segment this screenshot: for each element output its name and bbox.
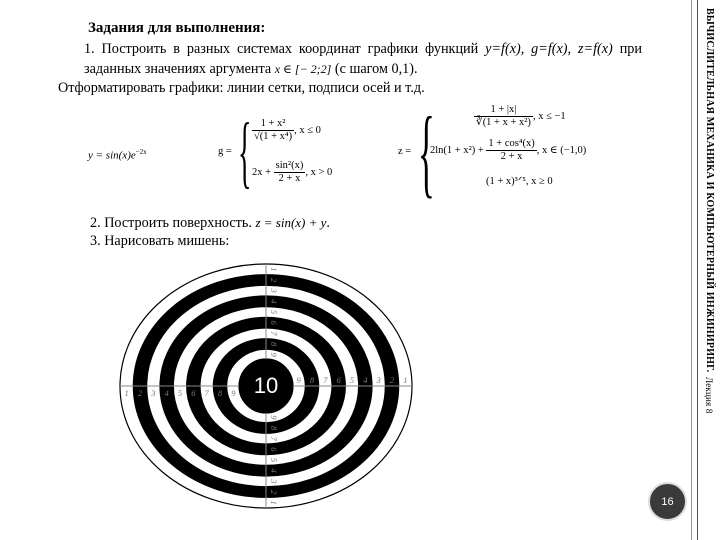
target-ring-number: 1 — [269, 500, 280, 505]
target-ring-number: 3 — [151, 387, 156, 398]
heading: Задания для выполнения: — [88, 20, 266, 36]
side-title-text: ВЫЧИСЛИТЕЛЬНАЯ МЕХАНИКА И КОМПЬЮТЕРНЫЙ ИНЖИНИРИНГ. — [704, 8, 715, 375]
target-ring-number: 7 — [323, 374, 328, 385]
formula-g-case1-frac — [252, 118, 294, 143]
target-ring-number: 8 — [269, 425, 280, 431]
target-ring-number: 5 — [177, 387, 183, 398]
task-1-mid: при заданных значениях аргумента — [84, 41, 642, 77]
task-2-text: 2. Построить поверхность. — [90, 215, 256, 231]
target-ring-number: 8 — [309, 374, 315, 385]
target-ring-number: 4 — [363, 374, 368, 385]
target-center-label: 10 — [253, 373, 279, 398]
formula-z-case2-den: 2 + x — [500, 151, 523, 162]
target-ring-number: 4 — [164, 387, 169, 398]
target-ring-number: 8 — [269, 341, 280, 347]
formula-y-exp: −2x — [135, 148, 147, 156]
target-ring-number: 2 — [269, 489, 280, 495]
target-ring-number: 7 — [269, 331, 280, 336]
task-3: 3. Нарисовать мишень: — [90, 233, 230, 249]
target-ring-number: 7 — [269, 436, 280, 441]
target-ring-number: 5 — [349, 374, 355, 385]
target-ring-number: 9 — [269, 415, 280, 420]
task-1-format: Отформатировать графики: линии сетки, подписи осей и т.д. — [58, 80, 425, 96]
formula-g-brace: { — [238, 108, 252, 196]
target-ring-number: 3 — [376, 374, 381, 385]
target-ring-number: 2 — [137, 387, 143, 398]
formula-g-case2-den: 2 + x — [278, 173, 301, 184]
formula-g-case1-num: 1 + x² — [252, 118, 294, 131]
target-ring-number: 3 — [269, 479, 280, 484]
formula-z-case1 — [474, 104, 566, 129]
formula-y-main: y = sin(x)e — [88, 149, 136, 162]
target-ring-number: 9 — [231, 387, 236, 398]
formula-z-case3: (1 + x)³ᐟ⁵, x ≥ 0 — [486, 176, 553, 187]
formula-z-case1-num: 1 + |x| — [474, 104, 533, 117]
formula-z-case2 — [430, 138, 586, 163]
target-ring-number: 4 — [269, 468, 280, 473]
page-number-badge: 16 — [648, 482, 687, 521]
formula-z-brace: { — [418, 96, 435, 207]
target-ring-number: 1 — [124, 387, 129, 398]
target-ring-number: 9 — [296, 374, 301, 385]
target-ring-number: 6 — [269, 447, 280, 452]
task-1-step: (с шагом 0,1). — [331, 60, 418, 77]
target-ring-number: 4 — [269, 299, 280, 304]
side-title — [699, 8, 719, 532]
target-ring-number: 6 — [191, 387, 196, 398]
target-ring-number: 2 — [269, 277, 280, 283]
target-ring-number: 7 — [204, 387, 209, 398]
formula-z-case1-den: ∛(1 + x + x²) — [476, 117, 531, 128]
formula-z-case2-a: 2ln(1 + x²) + — [430, 144, 484, 156]
formula-g-case2-cond: , x > 0 — [305, 166, 333, 178]
formula-z-case2-cond: , x ∈ (−1,0) — [536, 144, 587, 156]
target-ring-number: 3 — [269, 288, 280, 293]
target-ring-number: 5 — [269, 457, 280, 463]
task-2-end: . — [326, 215, 330, 231]
task-1 — [58, 40, 642, 99]
formula-g-case1-cond: , x ≤ 0 — [294, 124, 321, 136]
formula-z-case1-frac — [474, 104, 533, 129]
side-lecture: Лекция 8 — [704, 376, 714, 414]
formula-g-case1 — [252, 118, 321, 143]
target-ring-number: 2 — [389, 374, 395, 385]
formula-g-case2-num: sin²(x) — [275, 160, 304, 171]
target-ring-number: 8 — [217, 387, 223, 398]
formula-z-lhs: z = — [398, 146, 412, 157]
task-1-funcs: y=f(x), g=f(x), z=f(x) — [485, 41, 613, 57]
target-ring-number: 1 — [269, 267, 280, 272]
task-1-text — [58, 40, 642, 79]
target-ring-number: 6 — [336, 374, 341, 385]
task-2-3 — [90, 214, 330, 250]
target-ring-number: 1 — [403, 374, 408, 385]
task-1-prefix: 1. Построить в разных системах координат графики функций — [84, 41, 486, 57]
task-1-range: x ∈ [− 2;2] — [274, 61, 332, 76]
target-ring-number: 9 — [269, 352, 280, 357]
formula-g-case2-frac — [274, 160, 306, 185]
target-ring-number: 6 — [269, 320, 280, 325]
formula-g-case2-a: 2x + — [252, 166, 272, 178]
formula-g-case2 — [252, 160, 332, 185]
formula-y — [88, 146, 147, 162]
task-2 — [90, 214, 330, 232]
task-2-formula: z = sin(x) + y — [255, 215, 327, 230]
target-ring-number: 5 — [269, 309, 280, 315]
formula-g-lhs: g = — [218, 146, 232, 157]
formula-g-case1-den: √(1 + x⁴) — [254, 131, 293, 142]
formula-z-case2-num: 1 + cos⁴(x) — [488, 138, 535, 149]
target-figure — [118, 262, 414, 512]
formula-z-case2-frac — [486, 138, 536, 163]
formula-z-case1-cond: , x ≤ −1 — [532, 110, 566, 122]
